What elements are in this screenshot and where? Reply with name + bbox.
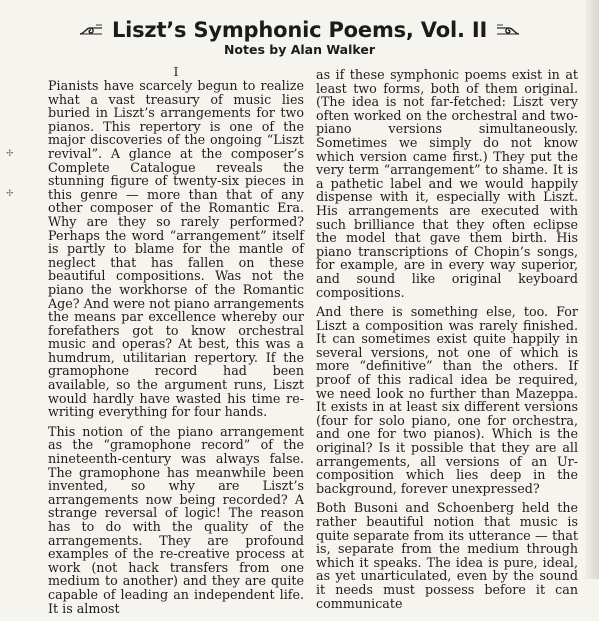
section-number: I [173,65,179,79]
article-title: Liszt’s Symphonic Poems, Vol. II [111,18,488,42]
scroll-ornament-icon [78,22,104,38]
body-paragraph: Pianists have scarcely begun to realize what a vast treasury of music lies buried in Liszt’s arrangements for two pianos. This repertory is one of the major discoveries of the ongoing “Liszt revival”. A glance at the composer’s Complete Catalogue reveals the stunning figure of twenty-six pieces in this genre — more than that of any other composer of the Romantic Era. Why are they so rarely performed? Perhaps the word “arrangement” itself is partly to blame for the mantle of neglect that has fallen on these beautiful compositions. Was not the piano the workhorse of the Romantic Age? And were not piano arrangements the means par excellence whereby our forefathers got to know orchestral music and operas? At best, this was a humdrum, utilitarian repertory. If the gramophone record had been available, so the argument runs, Liszt would hardly have wasted his time re-writing everything for four hands. [48,78,304,420]
page-edge-shadow [585,0,599,579]
margin-mark-icon: ✢ [6,189,14,199]
margin-mark-icon: ✢ [6,149,14,159]
body-paragraph: This notion of the piano arrangement as the “gramophone record” of the nineteenth-century was always false. The gramophone has meanwhile been invented, so why are Liszt’s arrangements now being recorded? A strange reversal of logic! The reason has to do with the quality of the arrangements. They are profound examples of the re-creative process at work (not hack transfers from one medium to another) and they are quite capable of leading an independent life. It is almost [48,423,304,616]
article-byline: Notes by Alan Walker [223,42,376,57]
left-column [48,64,304,621]
scroll-ornament-icon [495,22,521,38]
body-paragraph: Both Busoni and Schoenberg held the rather beautiful notion that music is quite separate from its utterance — that is, separate from the medium through which it speaks. The idea is pure, ideal, as yet unarticulated, even by the sound it needs must possess before it can communicate [316,500,578,611]
article-header [0,18,599,57]
body-paragraph: as if these symphonic poems exist in at least two forms, both of them original. (The idea is not far-fetched: Liszt very often worked on the orchestral and two-piano versions simultaneously. Sometimes we simply do not know which version came first.) They put the very term “arrangement” to shame. It is a pathetic label and we would happily dispense with it, especially with Liszt. His arrangements are executed with such brilliance that they often eclipse the model that gave them birth. His piano transcriptions of Chopin’s songs, for example, are in every way superior, and sound like original keyboard compositions. [316,67,578,300]
body-paragraph: And there is something else, too. For Liszt a composition was rarely finished. It can sometimes exist quite happily in several versions, not one of which is more “definitive” than the others. If proof of this radical idea be required, we need look no further than Mazeppa. It exists in at least six different versions (four for solo piano, one for orchestra, and one for two pianos). Which is the original? Is it possible that they are all arrangements, all versions of an Ur-composition which lies deep in the background, forever unexpressed? [316,304,578,496]
right-column [316,68,578,616]
title-row [0,18,599,42]
